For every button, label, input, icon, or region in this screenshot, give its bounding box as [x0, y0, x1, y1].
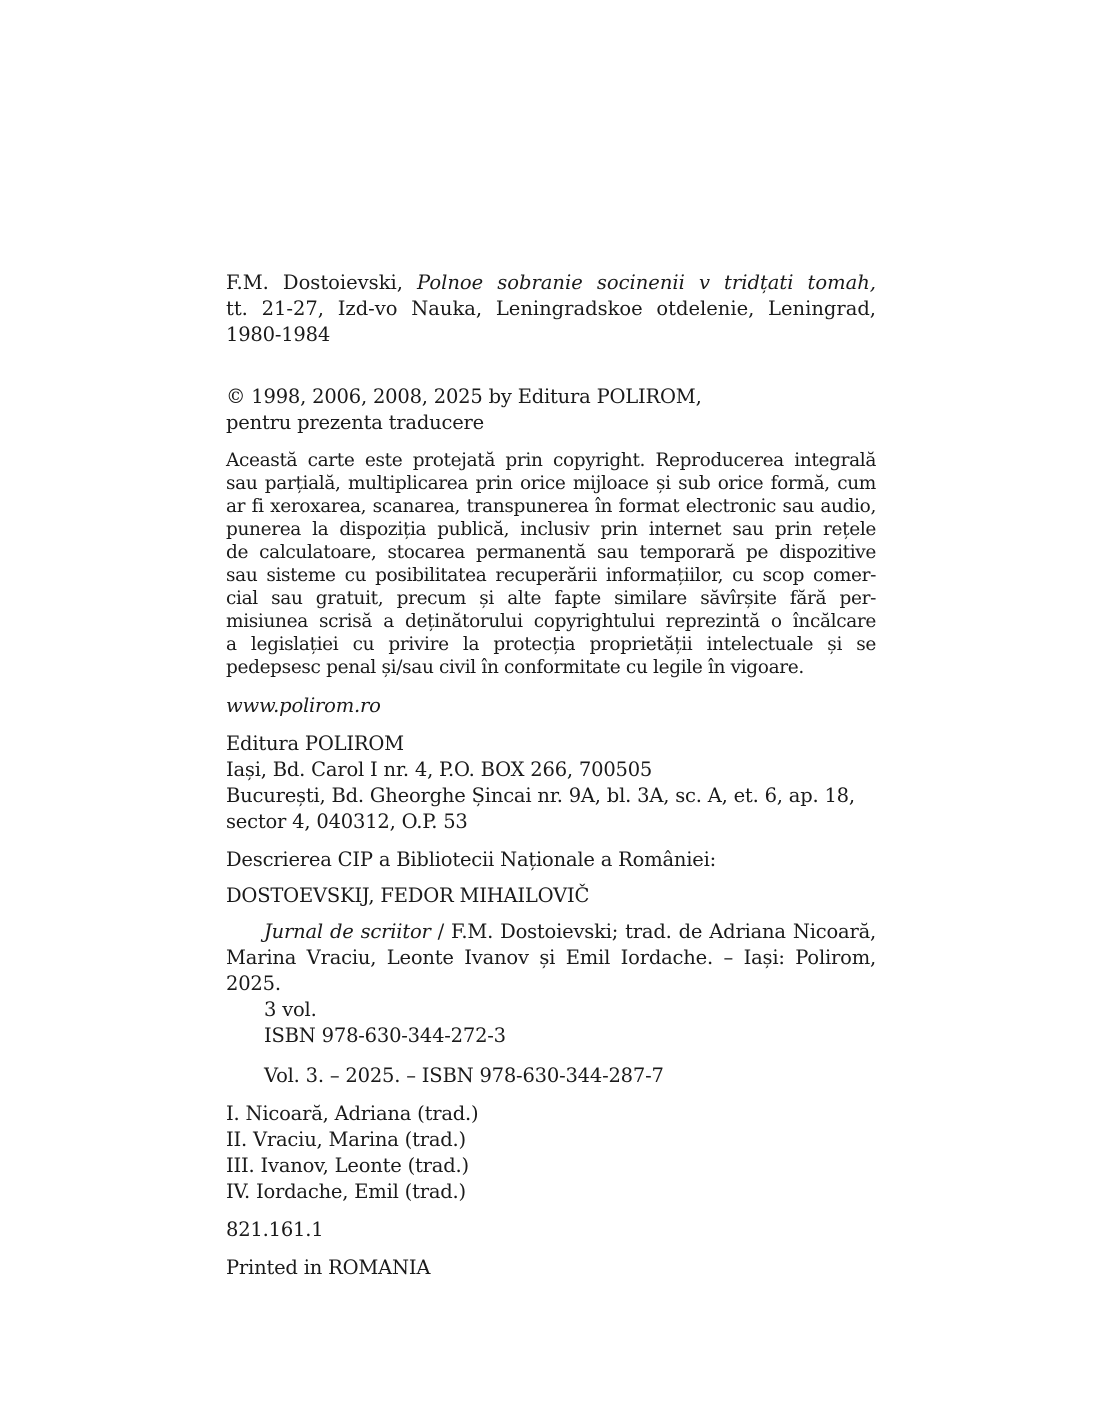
copyright-page — [226, 270, 876, 1281]
publisher-name: Editura POLIROM — [226, 732, 404, 755]
book-title: Jurnal de scriitor — [264, 920, 431, 943]
cip-title-line-3: 2025. — [226, 972, 281, 995]
legal-line: pedepsesc penal și/sau civil în conformitate cu legile în vigoare. — [226, 657, 804, 678]
legal-line: misiunea scrisă a deținătorului copyrightului reprezintă o încălcare — [226, 611, 876, 632]
cip-title-line-1 — [226, 919, 876, 945]
legal-line: punerea la dispoziția publică, inclusiv prin internet sau prin rețele — [226, 519, 876, 540]
legal-line: cial sau gratuit, precum și alte fapte similare săvîrșite fără per- — [226, 588, 876, 609]
publisher-address-bucuresti: București, Bd. Gheorghe Șincai nr. 9A, bl. 3A, sc. A, et. 6, ap. 18, — [226, 784, 855, 807]
copyright-notice — [226, 384, 876, 436]
cip-title-line-2: Marina Vraciu, Leonte Ivanov și Emil Iordache. – Iași: Polirom, — [226, 946, 876, 969]
translator-item: I. Nicoară, Adriana (trad.) — [226, 1102, 479, 1125]
copyright-line-1: © 1998, 2006, 2008, 2025 by Editura POLIROM, — [226, 385, 702, 408]
copyright-line-2: pentru prezenta traducere — [226, 411, 485, 434]
legal-line: sau sisteme cu posibilitatea recuperării informațiilor, cu scop comer- — [226, 565, 876, 586]
cip-classification: 821.161.1 — [226, 1218, 324, 1241]
legal-line: sau parțială, multiplicarea prin orice mijloace și sub orice formă, cum — [226, 473, 876, 494]
cip-volumes: 3 vol. — [264, 998, 317, 1021]
translator-item: III. Ivanov, Leonte (trad.) — [226, 1154, 469, 1177]
original-source-note — [226, 270, 876, 348]
cip-title-rest: / F.M. Dostoievski; trad. de Adriana Nicoară, — [430, 920, 876, 943]
cip-heading: Descrierea CIP a Bibliotecii Naționale a României: — [226, 848, 717, 871]
cip-volume-info: Vol. 3. – 2025. – ISBN 978-630-344-287-7 — [264, 1064, 664, 1087]
cip-translators — [226, 1101, 876, 1205]
legal-line: a legislației cu privire la protecția proprietății intelectuale și se — [226, 634, 876, 655]
publisher-address-iasi: Iași, Bd. Carol I nr. 4, P.O. BOX 266, 700505 — [226, 758, 653, 781]
website-link[interactable]: www.polirom.ro — [226, 694, 381, 717]
translator-item: II. Vraciu, Marina (trad.) — [226, 1128, 466, 1151]
translator-item: IV. Iordache, Emil (trad.) — [226, 1180, 466, 1203]
printed-in: Printed in ROMANIA — [226, 1256, 431, 1279]
cip-author-heading: DOSTOEVSKIJ, FEDOR MIHAILOVIČ — [226, 884, 590, 907]
cip-title-entry — [226, 919, 876, 1049]
publisher-info — [226, 731, 876, 835]
source-line-3: 1980-1984 — [226, 323, 331, 346]
source-title: Polnoe sobranie socinenii v tridțati tomah, — [417, 271, 876, 294]
legal-line: ar fi xeroxarea, scanarea, transpunerea în format electronic sau audio, — [226, 496, 876, 517]
legal-line: de calculatoare, stocarea permanentă sau temporară pe dispozitive — [226, 542, 876, 563]
legal-notice — [226, 449, 876, 679]
source-line-1 — [226, 270, 876, 296]
legal-line: Această carte este protejată prin copyright. Reproducerea integrală — [226, 450, 876, 471]
source-line-2: tt. 21-27, Izd-vo Nauka, Leningradskoe otdelenie, Leningrad, — [226, 297, 876, 320]
publisher-address-bucuresti-sector: sector 4, 040312, O.P. 53 — [226, 810, 468, 833]
cip-isbn-set: ISBN 978-630-344-272-3 — [264, 1024, 506, 1047]
source-author: F.M. Dostoievski, — [226, 271, 418, 294]
